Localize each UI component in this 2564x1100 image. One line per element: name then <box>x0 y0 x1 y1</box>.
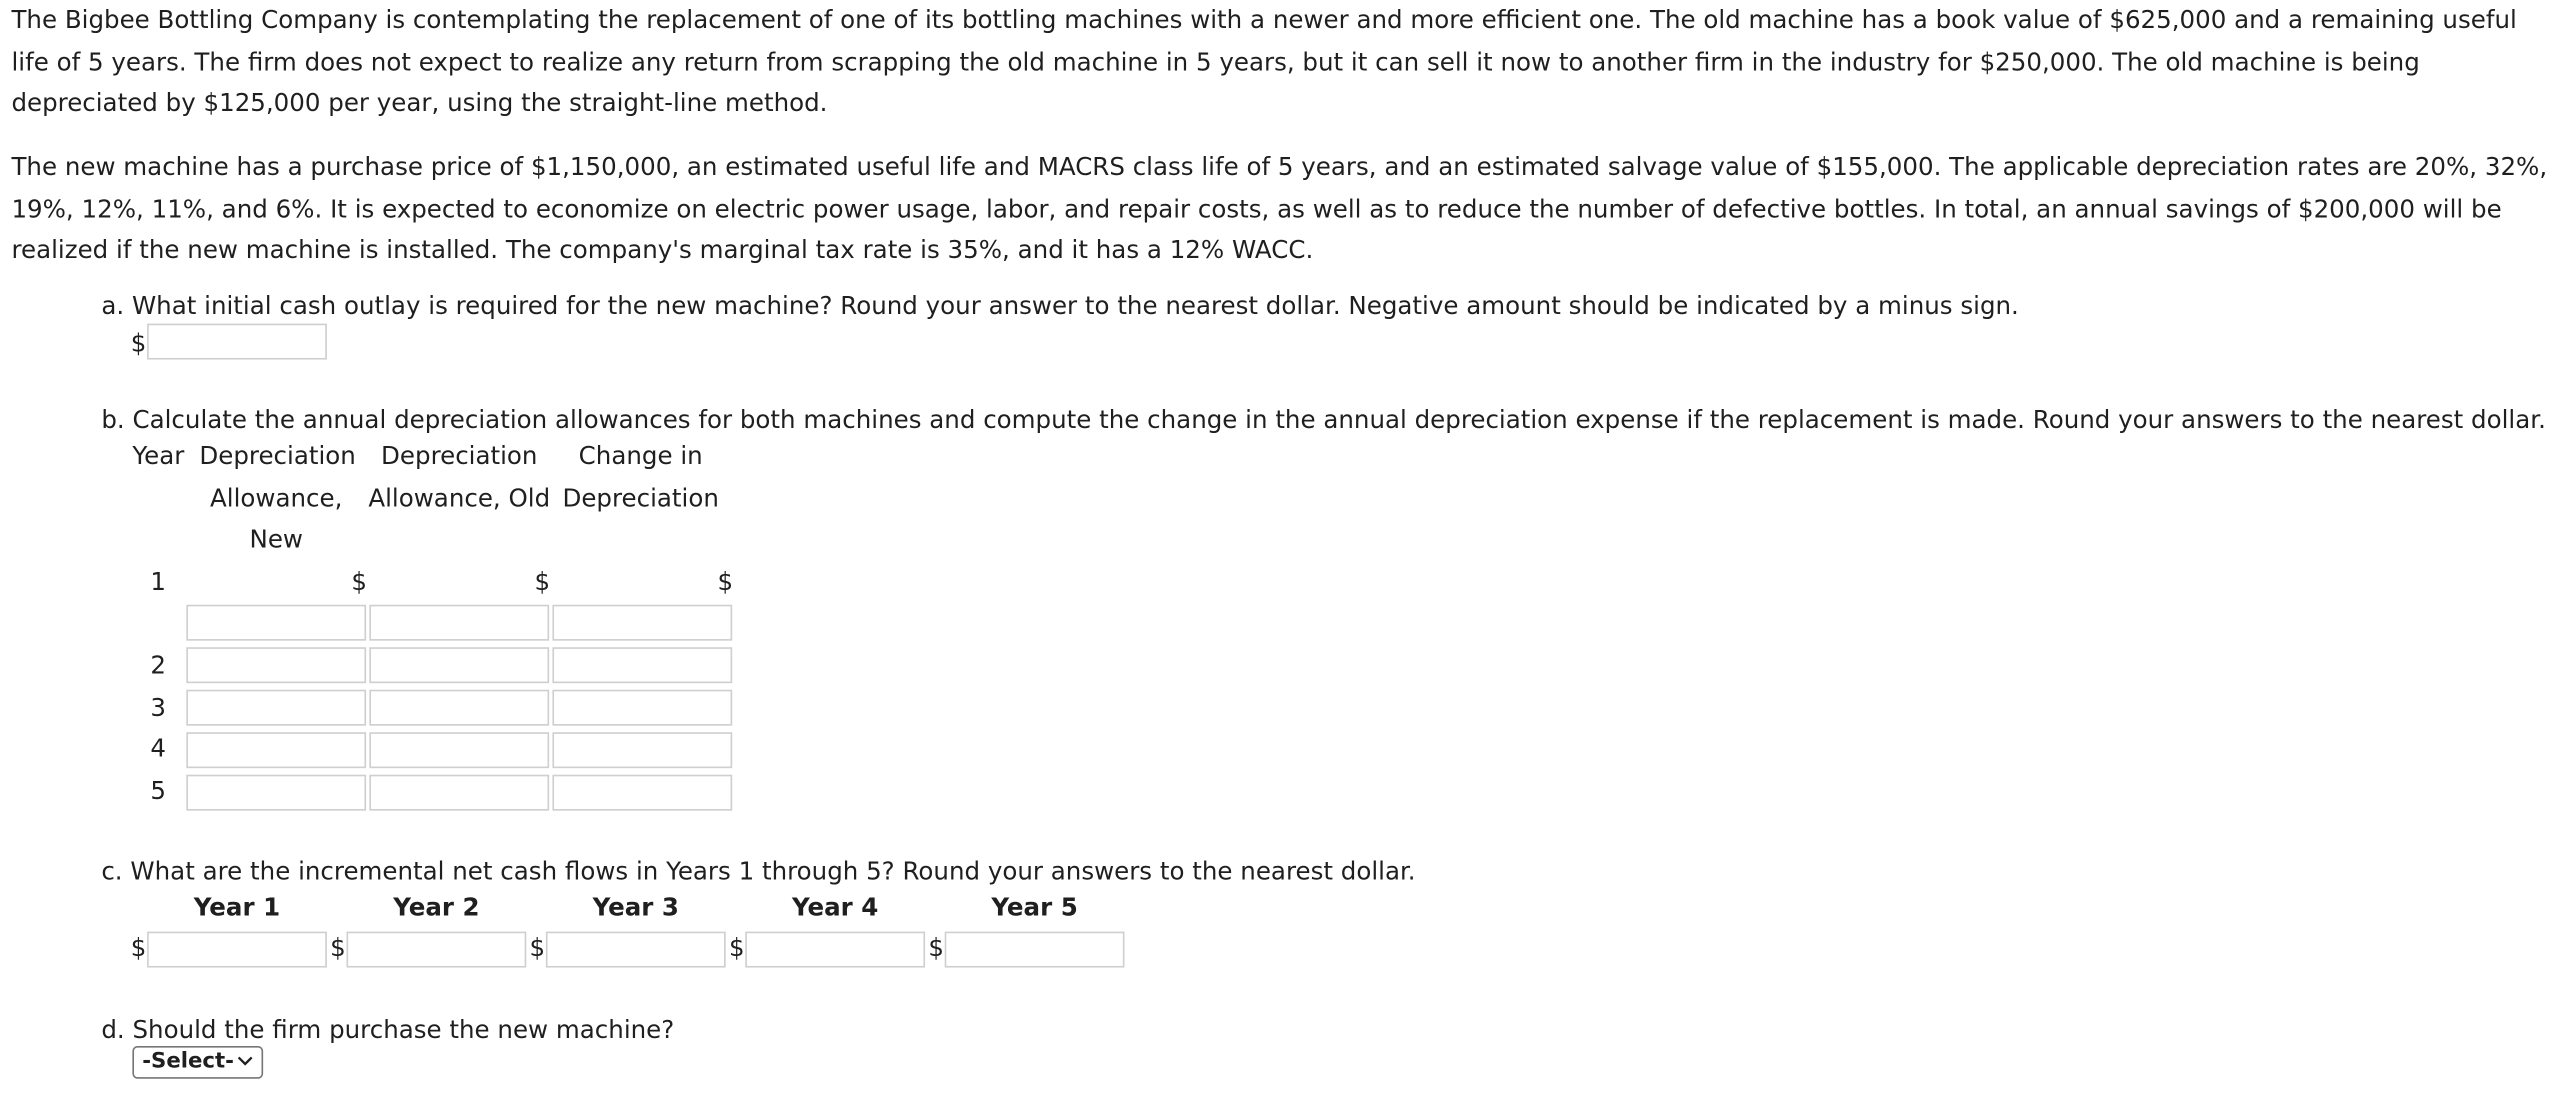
year-5-header: Year 5 <box>991 892 1078 922</box>
row-year-label: 2 <box>150 650 166 680</box>
year-2-currency: $ <box>330 933 346 963</box>
intro-paragraph-1: The Bigbee Bottling Company is contemplating the replacement of one of its bottling machines with a newer and more efficient one. The old machine has a book value of $625,000 and a remaining useful life of 5 years. The firm does not expect to realize any return from scrapping the old machine in 5 years, but it can sell it now to another firm in the industry for $250,000. The old machine is being depreciated by $125,000 per year, using the straight-line method. <box>11 4 2517 118</box>
dep-old-year-1-input[interactable] <box>369 605 549 641</box>
row-year-label: 1 <box>150 567 166 597</box>
dep-old-currency: $ <box>534 567 551 597</box>
col-header-change <box>559 436 722 519</box>
year-3-currency: $ <box>529 933 546 963</box>
question-b-text: b. Calculate the annual depreciation allowances for both machines and compute the change in the annual depreciation expense if the replacement is made. Round your answers to the nearest dollar. <box>101 405 2546 435</box>
col-header-dep-new <box>199 436 356 561</box>
dep-old-year-2-input[interactable] <box>369 647 549 683</box>
year-1-currency: $ <box>130 933 147 963</box>
dep-old-year-3-input[interactable] <box>369 690 549 726</box>
row-year-label: 5 <box>150 776 166 806</box>
initial-outlay-input[interactable] <box>147 324 327 360</box>
change-year-2-input[interactable] <box>552 647 732 683</box>
row-year-label: 4 <box>150 733 166 764</box>
dep-new-year-4-input[interactable] <box>186 732 366 768</box>
dep-old-year-4-input[interactable] <box>369 732 549 768</box>
year-4-header: Year 4 <box>791 892 879 922</box>
dep-new-year-1-input[interactable] <box>186 605 366 641</box>
dep-new-year-3-input[interactable] <box>186 690 366 726</box>
cash-flow-year-3-input[interactable] <box>546 932 726 968</box>
col-header-dep-new-line2: Allowance, <box>210 482 343 513</box>
cash-flow-year-5-input[interactable] <box>945 932 1125 968</box>
col-header-dep-old-line1: Depreciation <box>381 441 538 471</box>
change-year-4-input[interactable] <box>552 732 732 768</box>
change-year-3-input[interactable] <box>552 690 732 726</box>
change-year-1-input[interactable] <box>552 605 732 641</box>
cash-flow-year-2-input[interactable] <box>346 932 526 968</box>
year-5-currency: $ <box>928 933 944 963</box>
question-a-text: a. What initial cash outlay is required for the new machine? Round your answer to the nearest dollar. Negative amount should be indicated by a minus sign. <box>101 290 2019 321</box>
purchase-decision-select[interactable] <box>132 1046 263 1079</box>
dep-old-year-5-input[interactable] <box>369 775 549 811</box>
col-header-dep-new-line1: Depreciation <box>199 441 356 471</box>
col-header-year: Year <box>132 441 185 471</box>
col-header-change-line2: Depreciation <box>562 482 719 513</box>
cash-flow-year-4-input[interactable] <box>745 932 925 968</box>
intro-paragraph-2: The new machine has a purchase price of $1,150,000, an estimated useful life and MACRS class life of 5 years, and an estimated salvage value of $155,000. The applicable depreciation rates are 20%, 32%, 19%, 12%, 11%, and 6%. It is expected to economize on electric power usage, labor, and repair costs, as well as to reduce the number of defective bottles. In total, an annual savings of $200,000 will be realized if the new machine is installed. The company's marginal tax rate is 35%, and it has a 12% WACC. <box>11 151 2548 265</box>
col-header-dep-new-line3: New <box>249 524 303 555</box>
year-1-header: Year 1 <box>193 892 281 922</box>
chevron-down-icon <box>237 1053 253 1069</box>
question-a-currency: $ <box>130 328 147 358</box>
year-2-header: Year 2 <box>393 892 480 922</box>
col-header-dep-old-line2: Allowance, Old <box>368 482 551 513</box>
year-4-currency: $ <box>728 933 745 963</box>
dep-new-year-5-input[interactable] <box>186 775 366 811</box>
change-currency: $ <box>717 567 734 597</box>
question-c-text: c. What are the incremental net cash flows in Years 1 through 5? Round your answers to the nearest dollar. <box>101 856 1416 886</box>
change-year-5-input[interactable] <box>552 775 732 811</box>
select-value: -Select- <box>142 1049 235 1074</box>
dep-new-currency: $ <box>351 567 367 597</box>
year-3-header: Year 3 <box>592 892 679 922</box>
question-d-text: d. Should the firm purchase the new machine? <box>101 1014 675 1045</box>
dep-new-year-2-input[interactable] <box>186 647 366 683</box>
col-header-change-line1: Change in <box>578 441 703 471</box>
cash-flow-year-1-input[interactable] <box>147 932 327 968</box>
row-year-label: 3 <box>150 692 166 723</box>
col-header-dep-old <box>368 436 551 519</box>
